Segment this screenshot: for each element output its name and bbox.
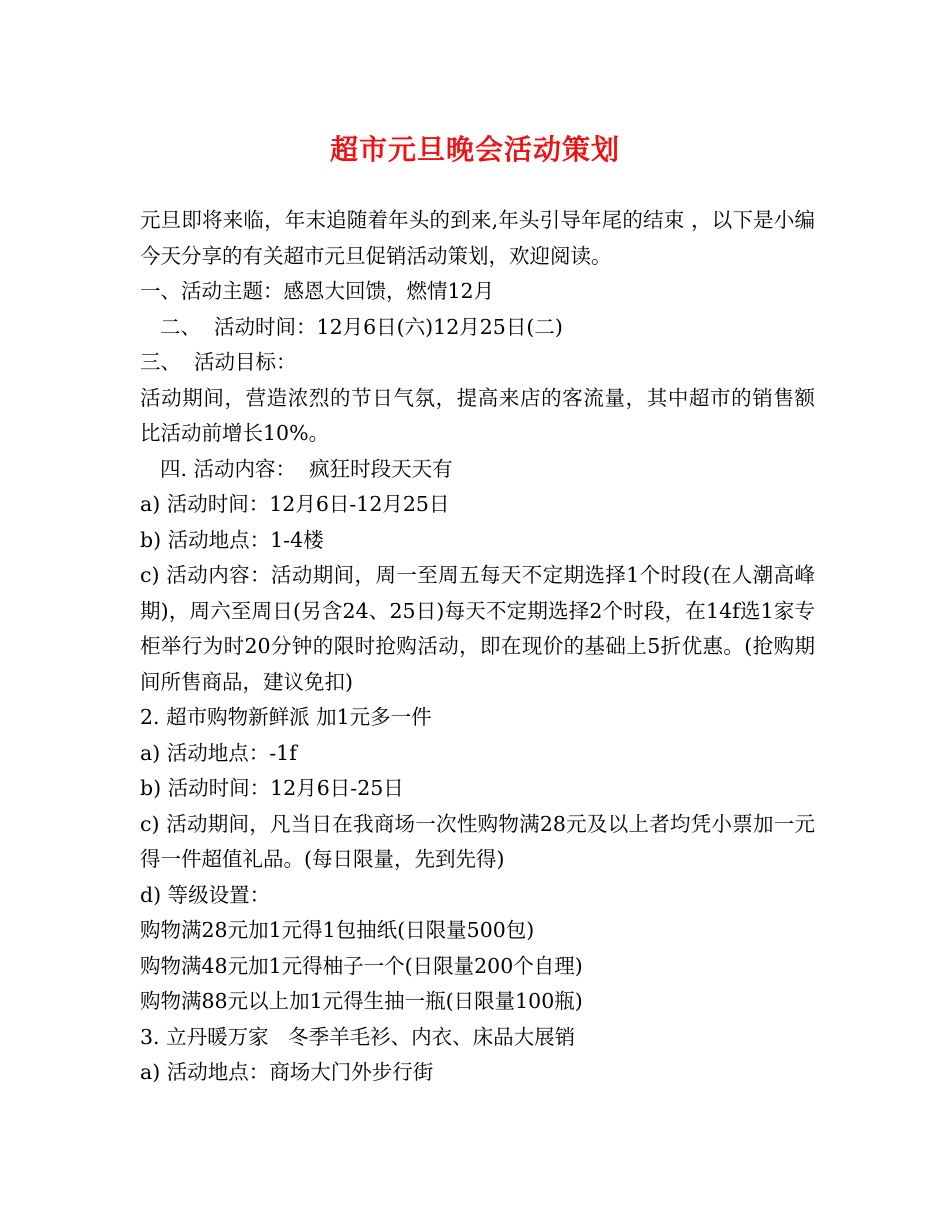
paragraph-theme: 一、活动主题：感恩大回馈，燃情12月 xyxy=(140,279,495,303)
paragraph-2d: d) 等级设置： xyxy=(140,882,271,907)
document-title: 超市元旦晚会活动策划 xyxy=(329,133,620,166)
paragraph-2a: a) 活动地点：-1f xyxy=(140,740,297,765)
paragraph-goal: 活动期间，营造浓烈的节日气氛，提高来店的客流量，其中超市的销售额比活动前增长10%。 xyxy=(140,385,815,445)
paragraph-1c: c) 活动内容：活动期间，周一至周五每天不定期选择1个时段(在人潮高峰期)，周六至周日(另含24、25日)每天不定期选择2个时段，在14f选1家专柜举行为时20分钟的限时抢购活动，即在现价的基础上5折优惠。(抢购期间所售商品，建议免扣) xyxy=(140,563,815,694)
paragraph-2-heading: 2. 超市购物新鲜派 加1元多一件 xyxy=(140,705,432,729)
paragraph-3a: a) 活动地点：商场大门外步行街 xyxy=(140,1060,434,1084)
paragraph-content-heading: 四. 活动内容： 疯狂时段天天有 xyxy=(160,456,453,481)
document-body xyxy=(140,203,815,1091)
paragraph-goal-heading: 三、 活动目标： xyxy=(140,350,297,374)
paragraph-1b: b) 活动地点：1-4楼 xyxy=(140,527,324,552)
paragraph-tier-88: 购物满88元以上加1元得生抽一瓶(日限量100瓶) xyxy=(140,989,583,1013)
paragraph-2b: b) 活动时间：12月6日-25日 xyxy=(140,776,404,800)
paragraph-tier-48: 购物满48元加1元得柚子一个(日限量200个自理) xyxy=(140,953,583,978)
paragraph-2c: c) 活动期间，凡当日在我商场一次性购物满28元及以上者均凭小票加一元得一件超值礼品。(每日限量，先到先得) xyxy=(140,811,815,871)
paragraph-tier-28: 购物满28元加1元得1包抽纸(日限量500包) xyxy=(140,918,535,942)
paragraph-3-heading: 3. 立丹暖万家 冬季羊毛衫、内衣、床品大展销 xyxy=(140,1024,576,1049)
paragraph-time: 二、 活动时间：12月6日(六)12月25日(二) xyxy=(160,314,563,339)
paragraph-intro: 元旦即将来临，年末追随着年头的到来,年头引导年尾的结束 ，以下是小编今天分享的有关超市元旦促销活动策划，欢迎阅读。 xyxy=(140,208,815,268)
paragraph-1a: a) 活动时间：12月6日-12月25日 xyxy=(140,492,450,516)
